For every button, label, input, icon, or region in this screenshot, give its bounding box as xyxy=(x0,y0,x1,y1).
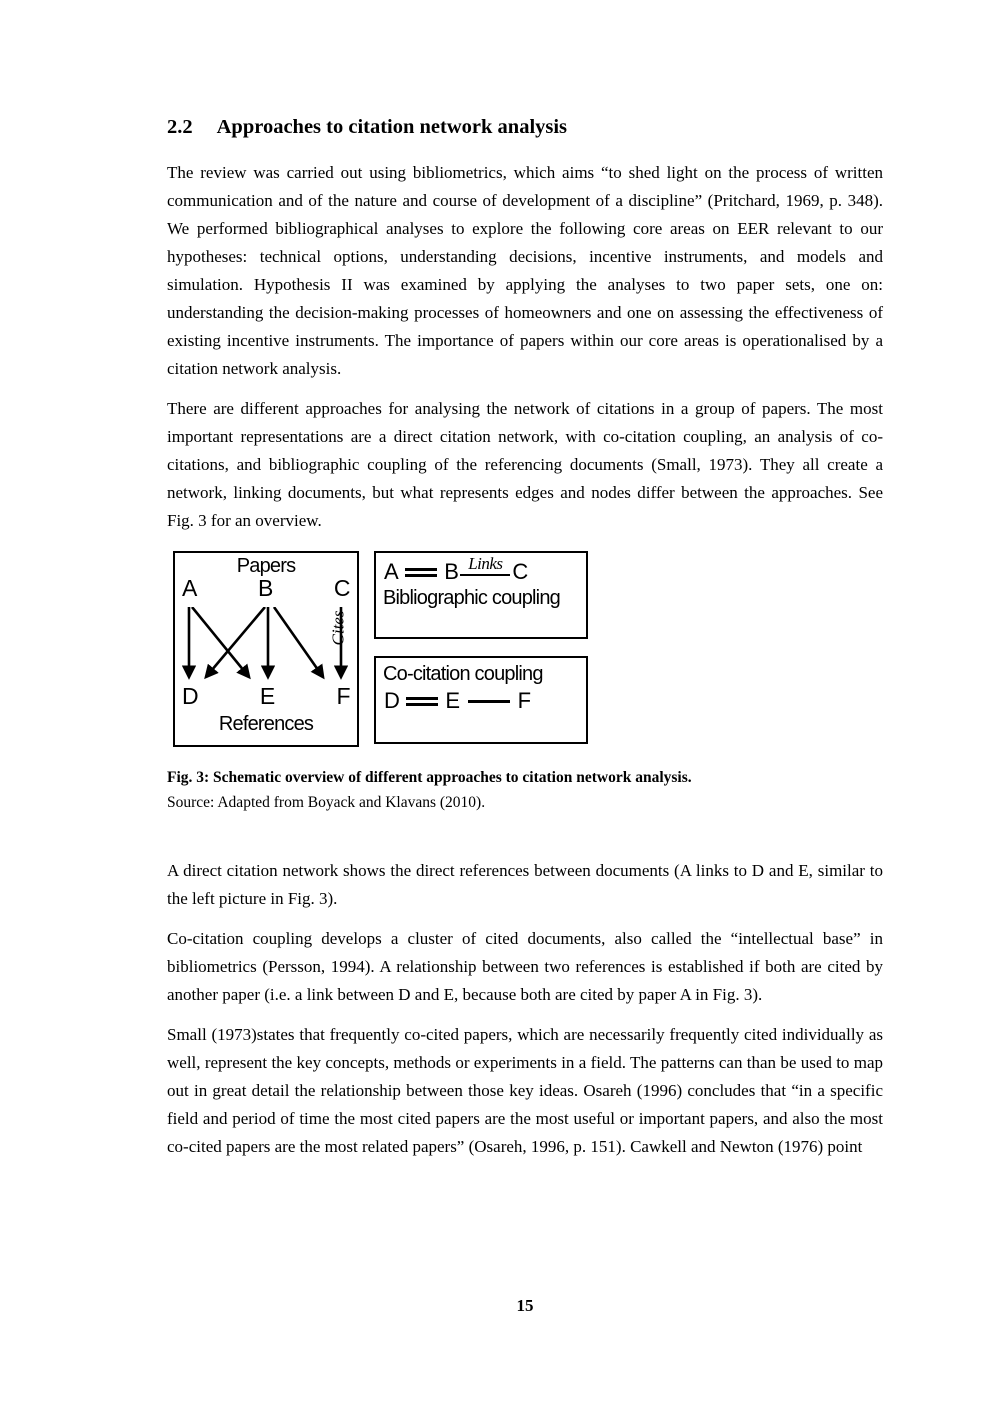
co-citation-coupling-row xyxy=(376,686,586,714)
section-heading xyxy=(167,116,883,139)
figure-caption xyxy=(167,765,883,815)
node-a: A xyxy=(384,559,399,584)
references-label: References xyxy=(218,713,314,735)
node-c: C xyxy=(333,575,350,601)
node-f: F xyxy=(336,683,350,709)
co-citation-coupling-caption: Co-citation coupling xyxy=(383,663,543,685)
cites-label-wrap xyxy=(327,597,349,659)
page-number: 15 xyxy=(516,1296,534,1315)
node-d: D xyxy=(182,683,199,709)
node-a: A xyxy=(182,575,197,601)
cites-label: Cites xyxy=(328,610,348,646)
links-label: Links xyxy=(460,554,510,576)
weak-link-line xyxy=(468,700,510,703)
coupling-boxes xyxy=(374,551,588,747)
paragraph-4: Co-citation coupling develops a cluster of cited documents, also called the “intellectual base” in bibliometrics (Persson, 1994). A relationship between two references is established if both are cited by another paper (i.e. a link between D and E, because both are cited by paper A in Fig. 3). xyxy=(167,929,883,1004)
paragraph-1: The review was carried out using bibliometrics, which aims “to shed light on the process of written communication and of the nature and course of development of a discipline” (Pritchard, 1969, p. 348). We performed bibliographical analyses to explore the following core areas on EER relevant to our hypotheses: technical options, understanding decisions, incentive instruments, and models and simulation. Hypothesis II was examined by applying the analyses to two paper sets, one on: understanding the decision-making processes of homeowners and one on assessing the effectiveness of existing incentive instruments. The importance of papers within our core areas is operationalised by a citation network analysis. xyxy=(167,163,883,378)
page-content xyxy=(167,116,883,1173)
bibliographic-coupling-box xyxy=(374,551,588,639)
section-title: Approaches to citation network analysis xyxy=(216,116,568,138)
direct-citation-network-box xyxy=(173,551,359,747)
paragraph-2: There are different approaches for analysing the network of citations in a group of papers. The most important representations are a direct citation network, with co-citation coupling, an analysis of co-citations, and bibliographic coupling of the referencing documents (Small, 1973). They all create a network, linking documents, but what represents edges and nodes differ between the approaches. See Fig. 3 for an overview. xyxy=(167,399,883,530)
figure-caption-source: Source: Adapted from Boyack and Klavans (2010). xyxy=(167,794,486,811)
bibliographic-coupling-row xyxy=(376,553,586,585)
section-number: 2.2 xyxy=(167,116,193,138)
node-f: F xyxy=(517,688,531,713)
figure-caption-title: Fig. 3: Schematic overview of different approaches to citation network analysis. xyxy=(167,769,692,786)
node-c: C xyxy=(512,559,528,584)
strong-link-line xyxy=(405,568,437,577)
paragraph-3: A direct citation network shows the direct references between documents (A links to D and E, similar to the left picture in Fig. 3). xyxy=(167,861,883,908)
figure-3 xyxy=(173,551,883,747)
node-b: B xyxy=(257,575,273,601)
node-d: D xyxy=(384,688,400,713)
bottom-node-row xyxy=(175,683,357,710)
node-e: E xyxy=(259,683,275,709)
strong-link-line xyxy=(406,697,438,706)
co-citation-coupling-box xyxy=(374,656,588,744)
bibliographic-coupling-caption: Bibliographic coupling xyxy=(383,587,560,609)
papers-label: Papers xyxy=(236,555,296,577)
node-e: E xyxy=(445,688,460,713)
paragraph-5: Small (1973)states that frequently co-cited papers, which are necessarily frequently cited individually as well, represent the key concepts, methods or experiments in a field. The patterns can than be used to map out in great detail the relationship between those key ideas. Osareh (1996) concludes that “in a specific field and period of time the most cited papers are the most useful or important papers, and also the most co-cited papers are the most related papers” (Osareh, 1996, p. 151). Cawkell and Newton (1976) point xyxy=(167,1025,883,1156)
node-b: B xyxy=(444,559,459,584)
